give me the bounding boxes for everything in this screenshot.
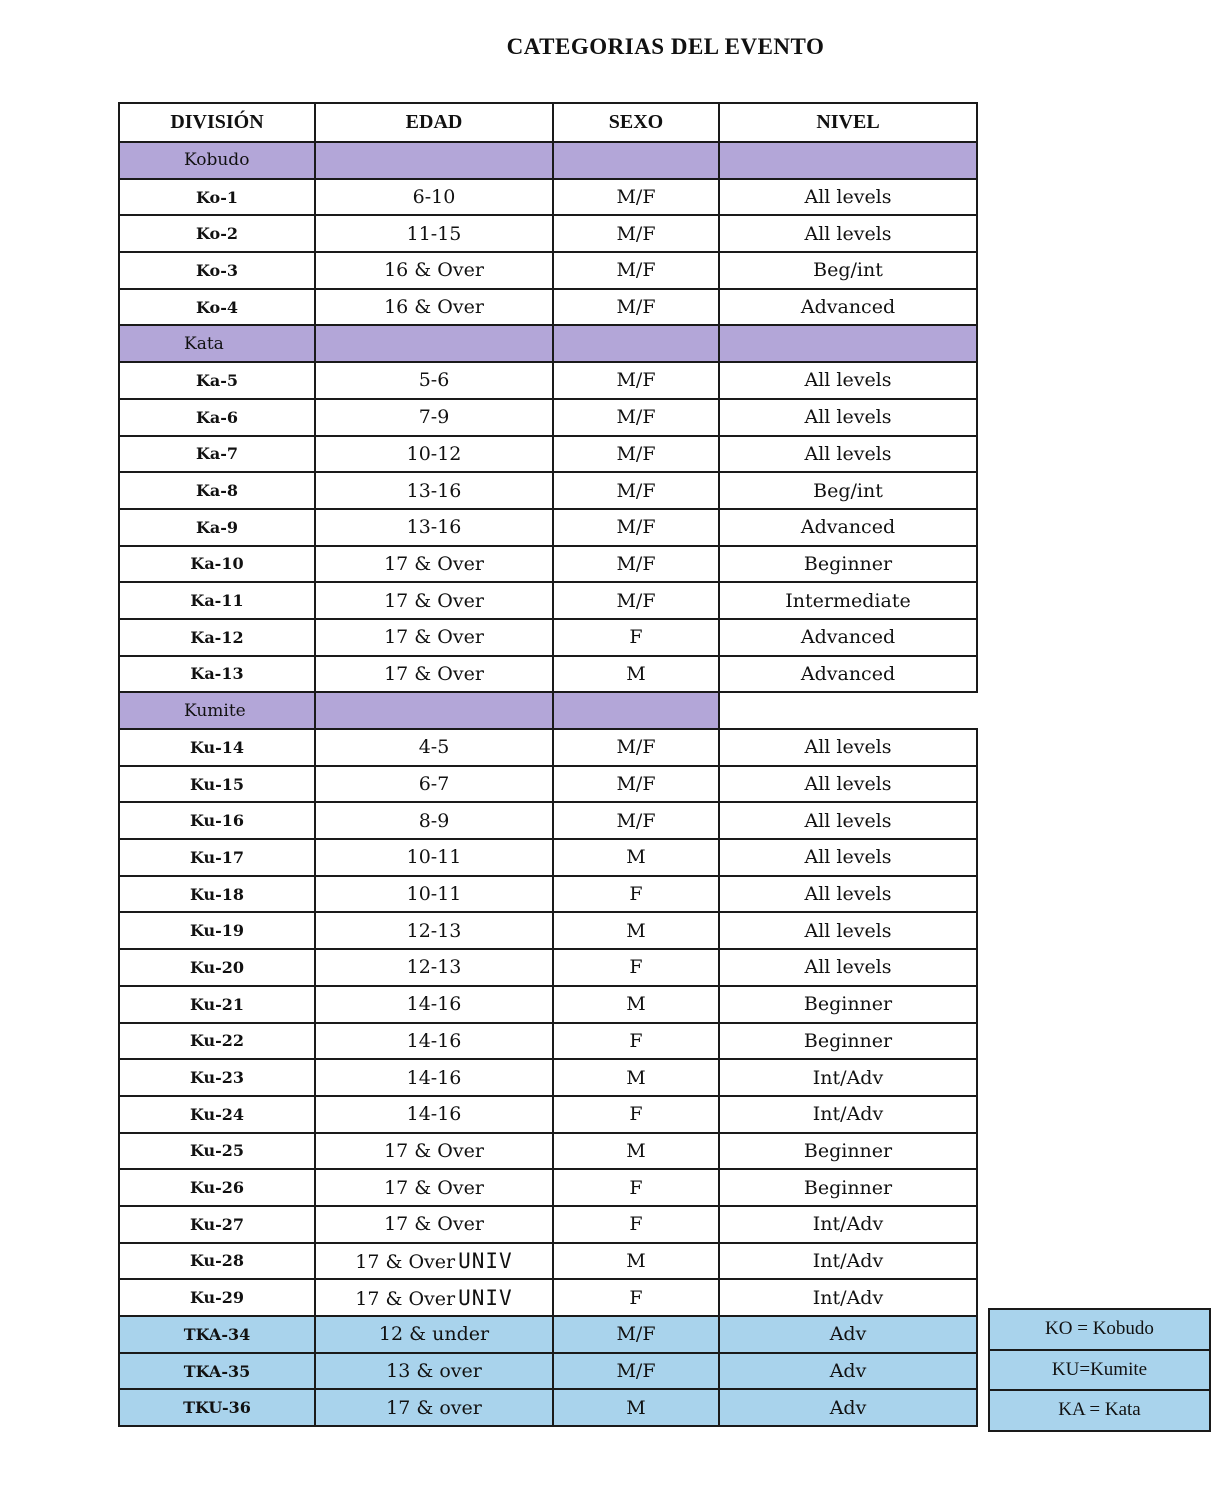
header-division: DIVISIÓN — [119, 103, 315, 142]
section-cell — [719, 325, 977, 362]
edad-value: 13-16 — [406, 479, 462, 502]
cell-edad — [315, 252, 553, 289]
cell-sexo: F — [553, 1096, 719, 1133]
header-row — [119, 103, 977, 142]
cell-sexo: M/F — [553, 215, 719, 252]
section-cell — [719, 692, 977, 729]
categories-table — [118, 102, 978, 1427]
legend-item: KA = Kata — [989, 1390, 1210, 1431]
table-row — [119, 656, 977, 693]
team-row — [119, 1353, 977, 1390]
table-row — [119, 729, 977, 766]
cell-sexo: F — [553, 949, 719, 986]
edad-value: 17 & Over — [384, 1139, 484, 1162]
edad-value: 17 & Over — [384, 1213, 484, 1236]
cell-division: Ku-22 — [119, 1023, 315, 1060]
cell-edad — [315, 1059, 553, 1096]
cell-division: TKA-34 — [119, 1316, 315, 1353]
edad-value: 6-7 — [418, 773, 450, 796]
cell-division: Ku-19 — [119, 912, 315, 949]
cell-division: Ko-4 — [119, 289, 315, 326]
cell-sexo: M — [553, 912, 719, 949]
cell-sexo: F — [553, 1206, 719, 1243]
section-row — [119, 692, 977, 729]
cell-nivel: Advanced — [719, 619, 977, 656]
edad-value: 14-16 — [406, 1103, 462, 1126]
edad-value: 17 & Over — [355, 1287, 456, 1310]
cell-nivel: All levels — [719, 729, 977, 766]
cell-sexo: M/F — [553, 399, 719, 436]
table-row — [119, 1243, 977, 1280]
cell-division: Ka-11 — [119, 582, 315, 619]
table-row — [119, 986, 977, 1023]
edad-value: 16 & Over — [384, 296, 484, 319]
cell-nivel: All levels — [719, 949, 977, 986]
cell-edad — [315, 215, 553, 252]
edad-value: 5-6 — [418, 369, 450, 392]
cell-division: Ku-25 — [119, 1133, 315, 1170]
cell-nivel: Beg/int — [719, 472, 977, 509]
cell-nivel: Int/Adv — [719, 1206, 977, 1243]
cell-nivel: Beginner — [719, 986, 977, 1023]
cell-edad — [315, 1206, 553, 1243]
cell-edad — [315, 802, 553, 839]
header-nivel: NIVEL — [719, 103, 977, 142]
edad-value: 6-10 — [412, 186, 456, 209]
legend-item: KO = Kobudo — [989, 1309, 1210, 1350]
cell-nivel: Beginner — [719, 546, 977, 583]
section-row — [119, 142, 977, 179]
cell-nivel: Beginner — [719, 1169, 977, 1206]
cell-nivel: All levels — [719, 215, 977, 252]
cell-edad — [315, 436, 553, 473]
cell-nivel: All levels — [719, 766, 977, 803]
cell-sexo: M/F — [553, 729, 719, 766]
cell-sexo: F — [553, 1023, 719, 1060]
table-row — [119, 179, 977, 216]
legend-table — [988, 1308, 1211, 1432]
cell-edad — [315, 949, 553, 986]
cell-division: TKA-35 — [119, 1353, 315, 1390]
cell-nivel: Adv — [719, 1316, 977, 1353]
cell-sexo: M — [553, 1243, 719, 1280]
cell-division: Ku-17 — [119, 839, 315, 876]
cell-sexo: M — [553, 1059, 719, 1096]
cell-nivel: Beginner — [719, 1133, 977, 1170]
table-row — [119, 472, 977, 509]
legend-item: KU=Kumite — [989, 1350, 1210, 1391]
table-row — [119, 912, 977, 949]
cell-division: Ka-7 — [119, 436, 315, 473]
cell-division: Ku-28 — [119, 1243, 315, 1280]
cell-sexo: M — [553, 986, 719, 1023]
cell-division: Ku-18 — [119, 876, 315, 913]
section-label: Kata — [119, 325, 315, 362]
cell-division: Ko-1 — [119, 179, 315, 216]
table-row — [119, 1279, 977, 1316]
table-row — [119, 252, 977, 289]
cell-division: Ka-6 — [119, 399, 315, 436]
cell-nivel: Int/Adv — [719, 1059, 977, 1096]
cell-sexo: M/F — [553, 582, 719, 619]
edad-value: 17 & Over — [384, 1176, 484, 1199]
edad-value: 11-15 — [406, 222, 462, 245]
section-cell — [315, 142, 553, 179]
team-row — [119, 1316, 977, 1353]
edad-value: 14-16 — [406, 993, 462, 1016]
edad-value: 10-12 — [406, 442, 462, 465]
cell-division: Ka-9 — [119, 509, 315, 546]
cell-sexo: F — [553, 619, 719, 656]
table-row — [119, 949, 977, 986]
cell-division: TKU-36 — [119, 1389, 315, 1426]
section-cell — [719, 142, 977, 179]
cell-division: Ko-2 — [119, 215, 315, 252]
edad-note: UNIV — [458, 1285, 513, 1310]
cell-edad — [315, 766, 553, 803]
cell-edad — [315, 509, 553, 546]
cell-division: Ku-23 — [119, 1059, 315, 1096]
edad-value: 16 & Over — [384, 259, 484, 282]
table-row — [119, 362, 977, 399]
cell-edad — [315, 619, 553, 656]
cell-nivel: Int/Adv — [719, 1279, 977, 1316]
cell-division: Ku-29 — [119, 1279, 315, 1316]
section-label: Kumite — [119, 692, 315, 729]
cell-nivel: Int/Adv — [719, 1243, 977, 1280]
table-row — [119, 509, 977, 546]
cell-division: Ku-16 — [119, 802, 315, 839]
table-row — [119, 1206, 977, 1243]
edad-value: 17 & Over — [384, 552, 484, 575]
cell-edad — [315, 729, 553, 766]
cell-sexo: M/F — [553, 252, 719, 289]
edad-value: 14-16 — [406, 1029, 462, 1052]
cell-nivel: Advanced — [719, 289, 977, 326]
cell-nivel: Intermediate — [719, 582, 977, 619]
edad-value: 7-9 — [418, 406, 450, 429]
cell-nivel: All levels — [719, 839, 977, 876]
table-row — [119, 802, 977, 839]
edad-value: 8-9 — [418, 809, 450, 832]
section-row — [119, 325, 977, 362]
cell-division: Ka-13 — [119, 656, 315, 693]
page-title: CATEGORIAS DEL EVENTO — [506, 34, 825, 59]
cell-sexo: M/F — [553, 546, 719, 583]
table-row — [119, 546, 977, 583]
table-row — [119, 619, 977, 656]
cell-nivel: All levels — [719, 802, 977, 839]
edad-value: 17 & Over — [384, 589, 484, 612]
cell-nivel: Beg/int — [719, 252, 977, 289]
table-row — [119, 1059, 977, 1096]
edad-value: 4-5 — [418, 736, 450, 759]
table-row — [119, 582, 977, 619]
section-cell — [553, 692, 719, 729]
table-row — [119, 215, 977, 252]
section-cell — [315, 325, 553, 362]
cell-division: Ku-27 — [119, 1206, 315, 1243]
edad-value: 14-16 — [406, 1066, 462, 1089]
edad-value: 17 & Over — [355, 1250, 456, 1273]
cell-sexo: M/F — [553, 1316, 719, 1353]
cell-edad — [315, 1279, 553, 1316]
cell-edad — [315, 289, 553, 326]
table-row — [119, 1169, 977, 1206]
cell-division: Ku-15 — [119, 766, 315, 803]
cell-sexo: M/F — [553, 509, 719, 546]
cell-sexo: M/F — [553, 179, 719, 216]
cell-nivel: Advanced — [719, 656, 977, 693]
cell-edad — [315, 912, 553, 949]
edad-value: 13-16 — [406, 516, 462, 539]
cell-nivel: All levels — [719, 362, 977, 399]
cell-division: Ku-26 — [119, 1169, 315, 1206]
cell-sexo: M/F — [553, 472, 719, 509]
team-row — [119, 1389, 977, 1426]
cell-edad — [315, 472, 553, 509]
cell-edad — [315, 179, 553, 216]
cell-nivel: All levels — [719, 179, 977, 216]
cell-division: Ka-10 — [119, 546, 315, 583]
cell-edad — [315, 1023, 553, 1060]
table-row — [119, 1023, 977, 1060]
cell-nivel: All levels — [719, 436, 977, 473]
cell-edad — [315, 1243, 553, 1280]
header-sexo: SEXO — [553, 103, 719, 142]
cell-sexo: F — [553, 1169, 719, 1206]
table-row — [119, 766, 977, 803]
cell-edad: 13 & over — [315, 1353, 553, 1390]
table-row — [119, 1133, 977, 1170]
table-row — [119, 399, 977, 436]
cell-edad — [315, 1133, 553, 1170]
cell-edad — [315, 839, 553, 876]
cell-nivel: All levels — [719, 912, 977, 949]
section-cell — [553, 325, 719, 362]
section-cell — [553, 142, 719, 179]
cell-edad — [315, 876, 553, 913]
edad-value: 10-11 — [406, 883, 462, 906]
cell-division: Ko-3 — [119, 252, 315, 289]
cell-sexo: M — [553, 1133, 719, 1170]
cell-sexo: F — [553, 876, 719, 913]
cell-edad — [315, 1169, 553, 1206]
section-cell — [315, 692, 553, 729]
cell-sexo: M/F — [553, 1353, 719, 1390]
edad-note: UNIV — [458, 1248, 513, 1273]
header-edad: EDAD — [315, 103, 553, 142]
edad-value: 12-13 — [406, 956, 462, 979]
cell-sexo: M/F — [553, 289, 719, 326]
cell-division: Ka-8 — [119, 472, 315, 509]
cell-sexo: M — [553, 839, 719, 876]
cell-sexo: F — [553, 1279, 719, 1316]
cell-division: Ku-21 — [119, 986, 315, 1023]
cell-sexo: M/F — [553, 362, 719, 399]
cell-edad — [315, 362, 553, 399]
cell-sexo: M/F — [553, 766, 719, 803]
table-row — [119, 289, 977, 326]
table-row — [119, 436, 977, 473]
cell-nivel: Advanced — [719, 509, 977, 546]
cell-edad — [315, 656, 553, 693]
table-row — [119, 876, 977, 913]
edad-value: 12-13 — [406, 919, 462, 942]
section-label: Kobudo — [119, 142, 315, 179]
cell-nivel: Beginner — [719, 1023, 977, 1060]
cell-edad — [315, 546, 553, 583]
table-row — [119, 1096, 977, 1133]
edad-value: 10-11 — [406, 846, 462, 869]
cell-edad: 12 & under — [315, 1316, 553, 1353]
cell-edad: 17 & over — [315, 1389, 553, 1426]
cell-division: Ka-5 — [119, 362, 315, 399]
cell-sexo: M — [553, 656, 719, 693]
edad-value: 17 & Over — [384, 626, 484, 649]
cell-sexo: M/F — [553, 436, 719, 473]
cell-nivel: Adv — [719, 1353, 977, 1390]
cell-edad — [315, 986, 553, 1023]
cell-nivel: All levels — [719, 399, 977, 436]
cell-sexo: M — [553, 1389, 719, 1426]
cell-division: Ku-14 — [119, 729, 315, 766]
cell-division: Ka-12 — [119, 619, 315, 656]
cell-nivel: All levels — [719, 876, 977, 913]
cell-sexo: M/F — [553, 802, 719, 839]
cell-division: Ku-20 — [119, 949, 315, 986]
cell-division: Ku-24 — [119, 1096, 315, 1133]
cell-nivel: Adv — [719, 1389, 977, 1426]
edad-value: 17 & Over — [384, 662, 484, 685]
cell-nivel: Int/Adv — [719, 1096, 977, 1133]
table-row — [119, 839, 977, 876]
cell-edad — [315, 399, 553, 436]
cell-edad — [315, 582, 553, 619]
cell-edad — [315, 1096, 553, 1133]
